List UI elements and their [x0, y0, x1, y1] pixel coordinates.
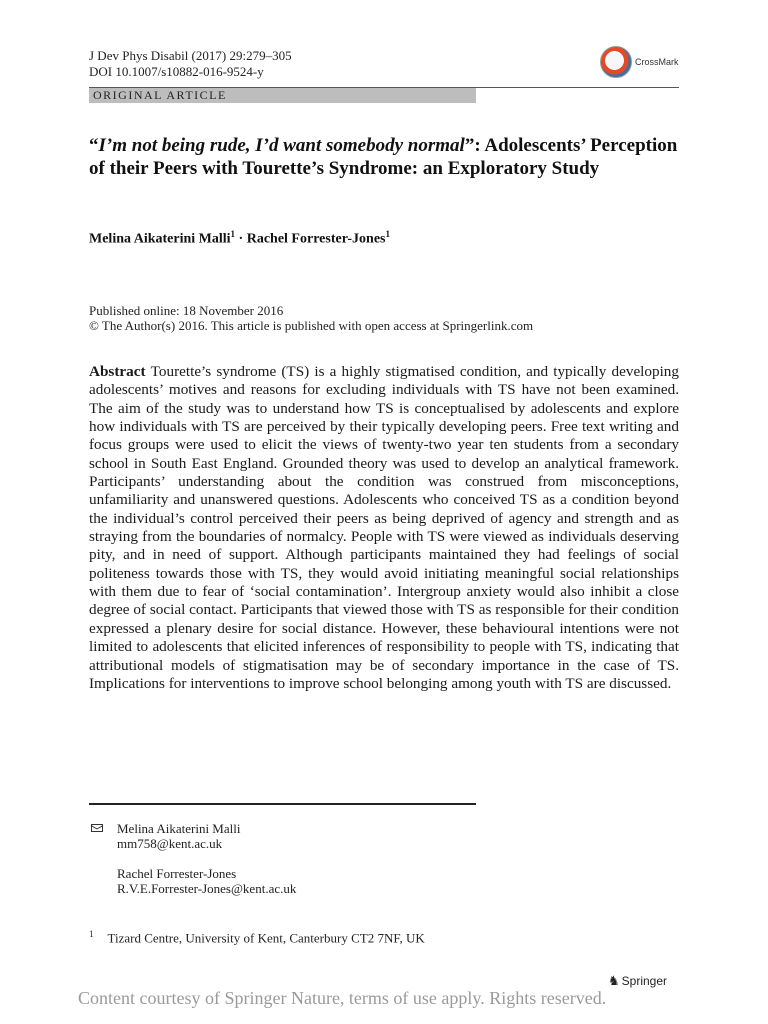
author-separator: ·	[235, 231, 247, 247]
springer-horse-icon: ♞	[608, 973, 620, 988]
doi: DOI 10.1007/s10882-016-9524-y	[89, 64, 264, 79]
author-name[interactable]: Rachel Forrester-Jones	[246, 231, 386, 247]
journal-citation: J Dev Phys Disabil (2017) 29:279–305	[89, 48, 292, 63]
contact-entry	[89, 866, 296, 896]
title-quote-close: ”:	[464, 135, 485, 156]
footnote-divider	[89, 803, 476, 805]
crossmark-label: CrossMark	[635, 57, 679, 67]
contact-email[interactable]: mm758@kent.ac.uk	[117, 836, 223, 851]
article-type-banner: ORIGINAL ARTICLE	[89, 88, 476, 103]
springer-logo	[608, 973, 667, 989]
correspondence	[89, 821, 296, 896]
envelope-icon	[91, 824, 103, 832]
published-date: Published online: 18 November 2016	[89, 303, 284, 318]
affiliation	[89, 929, 425, 946]
affiliation-number: 1	[89, 929, 94, 939]
title-quote-open: “	[89, 135, 99, 156]
publication-info	[89, 303, 533, 333]
copyright-text: The Author(s) 2016. This article is published with open access at Springerlink.com	[98, 318, 534, 333]
crossmark-icon	[600, 46, 632, 78]
journal-info	[89, 48, 292, 80]
affiliation-text: Tizard Centre, University of Kent, Canterbury CT2 7NF, UK	[107, 930, 425, 946]
contact-name: Melina Aikaterini Malli	[117, 821, 241, 836]
springer-label: Springer	[621, 974, 668, 988]
title-quote: I’m not being rude, I’d want somebody normal	[98, 135, 465, 156]
crossmark-badge[interactable]	[600, 46, 679, 78]
contact-entry	[89, 821, 296, 851]
article-title	[89, 134, 679, 180]
copyright-line	[89, 318, 533, 333]
title-main: Adolescents’ Perception of their Peers with Tourette’s Syndrome: an Exploratory Study	[89, 135, 678, 179]
author-name[interactable]: Melina Aikaterini Malli	[89, 231, 231, 247]
copyright-icon: ©	[89, 318, 99, 333]
abstract-label: Abstract	[89, 363, 146, 380]
abstract-text: Tourette’s syndrome (TS) is a highly stigmatised condition, and typically developing adolescents’ motives and reasons for excluding individuals with TS have not been examined. The aim of the study was to understand how TS is conceptualised by adolescents and explore how individuals with TS are perceived by their typically developing peers. Free text writing and focus groups were used to elicit the views of twenty-two year ten students from a secondary school in South East England. Grounded theory was used to develop an analytical framework. Participants’ understanding about the condition was construed from misconceptions, unfamiliarity and unanswered questions. Adolescents who conceived TS as a condition beyond the individual’s control perceived their peers as being deprived of agency and strength and as straying from the boundaries of normalcy. People with TS were viewed as individuals deserving pity, and in need of support. Although participants maintained they had feelings of social politeness towards those with TS, they would avoid initiating meaningful social relationships with them due to fear of ‘social contamination’. Intergroup anxiety would also inhibit a close degree of social contact. Participants that viewed those with TS as responsible for their condition expressed a plenary desire for social distance. However, these behavioural intentions were not limited to adolescents that elicited inferences of responsibility to people with TS, indicating that attributional models of stigmatisation may be of secondary importance in the case of TS. Implications for interventions to improve school belonging among youth with TS are discussed.	[89, 363, 679, 692]
author-list	[89, 229, 390, 248]
contact-name: Rachel Forrester-Jones	[117, 866, 237, 881]
abstract	[89, 363, 679, 693]
watermark-notice: Content courtesy of Springer Nature, terms of use apply. Rights reserved.	[78, 988, 607, 1008]
author-affiliation-mark: 1	[385, 229, 391, 239]
contact-email[interactable]: R.V.E.Forrester-Jones@kent.ac.uk	[117, 881, 297, 896]
author-affiliation-mark: 1	[230, 229, 236, 239]
